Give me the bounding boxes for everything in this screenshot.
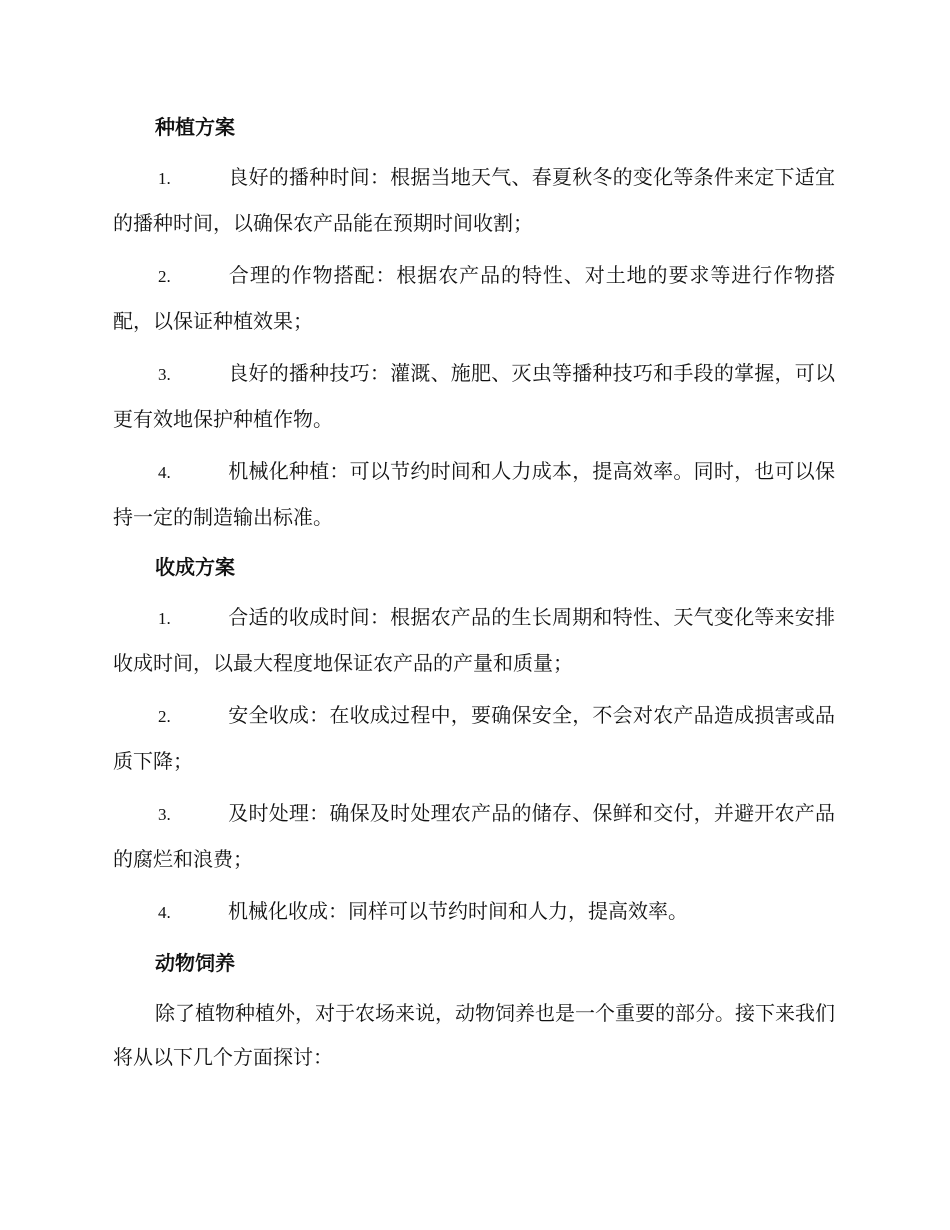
list-text: 安全收成：在收成过程中，要确保安全，不会对农产品造成损害或品质下降； (113, 703, 835, 773)
list-number: 2. (158, 707, 171, 726)
list-number: 2. (158, 267, 171, 286)
list-item (113, 889, 835, 935)
list-item (113, 791, 835, 881)
list-item (113, 449, 835, 539)
list-number: 3. (158, 805, 171, 824)
list-number: 3. (158, 365, 171, 384)
body-paragraph: 除了植物种植外，对于农场来说，动物饲养也是一个重要的部分。接下来我们将从以下几个方面探讨： (113, 1001, 835, 1069)
list-item (113, 253, 835, 343)
list-item (113, 351, 835, 441)
list-item (113, 693, 835, 783)
section-heading-livestock: 动物饲养 (155, 951, 235, 975)
list-item (113, 595, 835, 685)
list-text: 及时处理：确保及时处理农产品的储存、保鲜和交付，并避开农产品的腐烂和浪费； (113, 801, 835, 871)
list-text: 机械化种植：可以节约时间和人力成本，提高效率。同时，也可以保持一定的制造输出标准。 (113, 459, 835, 529)
list-text: 机械化收成：同样可以节约时间和人力，提高效率。 (228, 899, 688, 923)
list-text: 良好的播种技巧：灌溉、施肥、灭虫等播种技巧和手段的掌握，可以更有效地保护种植作物。 (113, 361, 835, 431)
list-number: 4. (158, 463, 171, 482)
list-text: 合理的作物搭配：根据农产品的特性、对土地的要求等进行作物搭配，以保证种植效果； (113, 263, 835, 333)
list-number: 1. (158, 169, 171, 188)
list-number: 4. (158, 903, 171, 922)
list-text: 良好的播种时间：根据当地天气、春夏秋冬的变化等条件来定下适宜的播种时间，以确保农产品能在预期时间收割； (113, 165, 835, 235)
section-heading-planting: 种植方案 (155, 115, 235, 139)
list-number: 1. (158, 609, 171, 628)
list-item (113, 155, 835, 245)
list-text: 合适的收成时间：根据农产品的生长周期和特性、天气变化等来安排收成时间，以最大程度地保证农产品的产量和质量； (113, 605, 835, 675)
document-body (113, 107, 835, 1087)
section-heading-harvest: 收成方案 (155, 555, 235, 579)
